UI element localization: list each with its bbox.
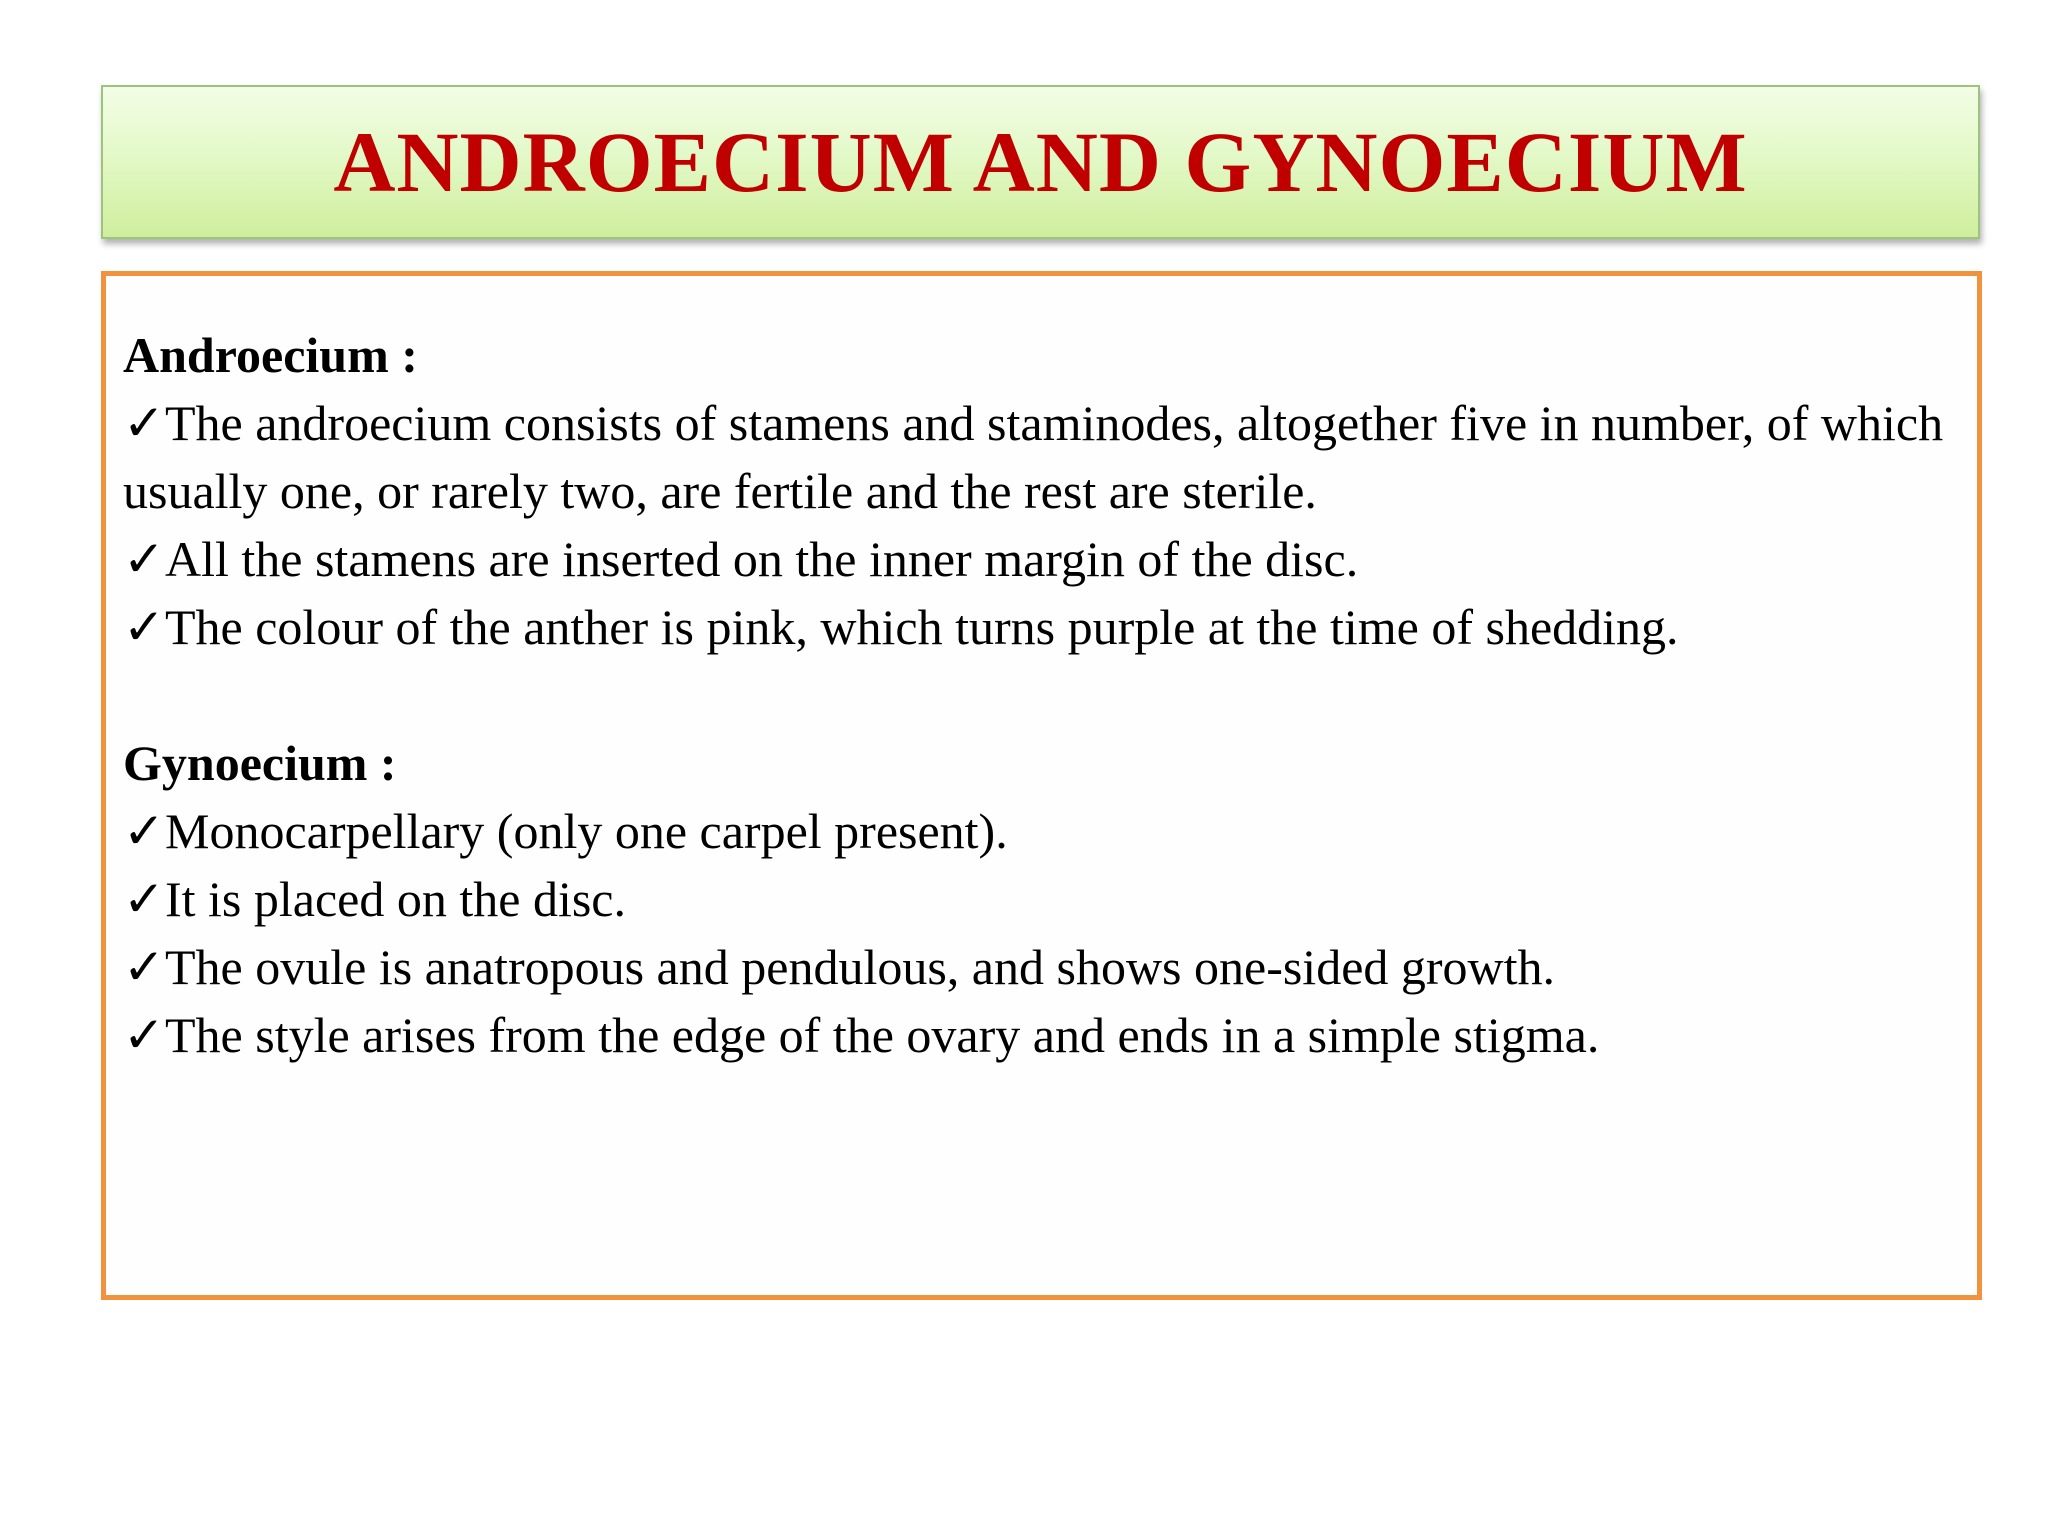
checkmark-icon: ✓	[123, 939, 165, 995]
bullet-text: The androecium consists of stamens and staminodes, altogether five in number, of which usually one, or rarely two, are fertile and the rest are sterile.	[123, 395, 1944, 519]
checkmark-icon: ✓	[123, 531, 165, 587]
gynoecium-bullet-2	[123, 865, 1963, 933]
content-text	[123, 321, 1963, 1069]
checkmark-icon: ✓	[123, 871, 165, 927]
bullet-text: It is placed on the disc.	[165, 871, 626, 927]
slide-title: ANDROECIUM AND GYNOECIUM	[333, 114, 1748, 210]
gynoecium-bullet-3	[123, 933, 1963, 1001]
checkmark-icon: ✓	[123, 599, 165, 655]
section-spacer	[123, 661, 1963, 729]
bullet-text: The style arises from the edge of the ovary and ends in a simple stigma.	[165, 1007, 1600, 1063]
androecium-bullet-1	[123, 389, 1963, 525]
androecium-heading: Androecium :	[123, 327, 418, 383]
androecium-bullet-2	[123, 525, 1963, 593]
bullet-text: Monocarpellary (only one carpel present).	[165, 803, 1008, 859]
gynoecium-bullet-4	[123, 1001, 1963, 1069]
androecium-bullet-3	[123, 593, 1963, 661]
bullet-text: All the stamens are inserted on the inner margin of the disc.	[165, 531, 1359, 587]
gynoecium-bullet-1	[123, 797, 1963, 865]
checkmark-icon: ✓	[123, 1007, 165, 1063]
gynoecium-heading: Gynoecium :	[123, 735, 397, 791]
bullet-text: The ovule is anatropous and pendulous, and shows one-sided growth.	[165, 939, 1556, 995]
bullet-text: The colour of the anther is pink, which turns purple at the time of shedding.	[165, 599, 1679, 655]
title-banner	[101, 85, 1980, 239]
checkmark-icon: ✓	[123, 803, 165, 859]
checkmark-icon: ✓	[123, 395, 165, 451]
